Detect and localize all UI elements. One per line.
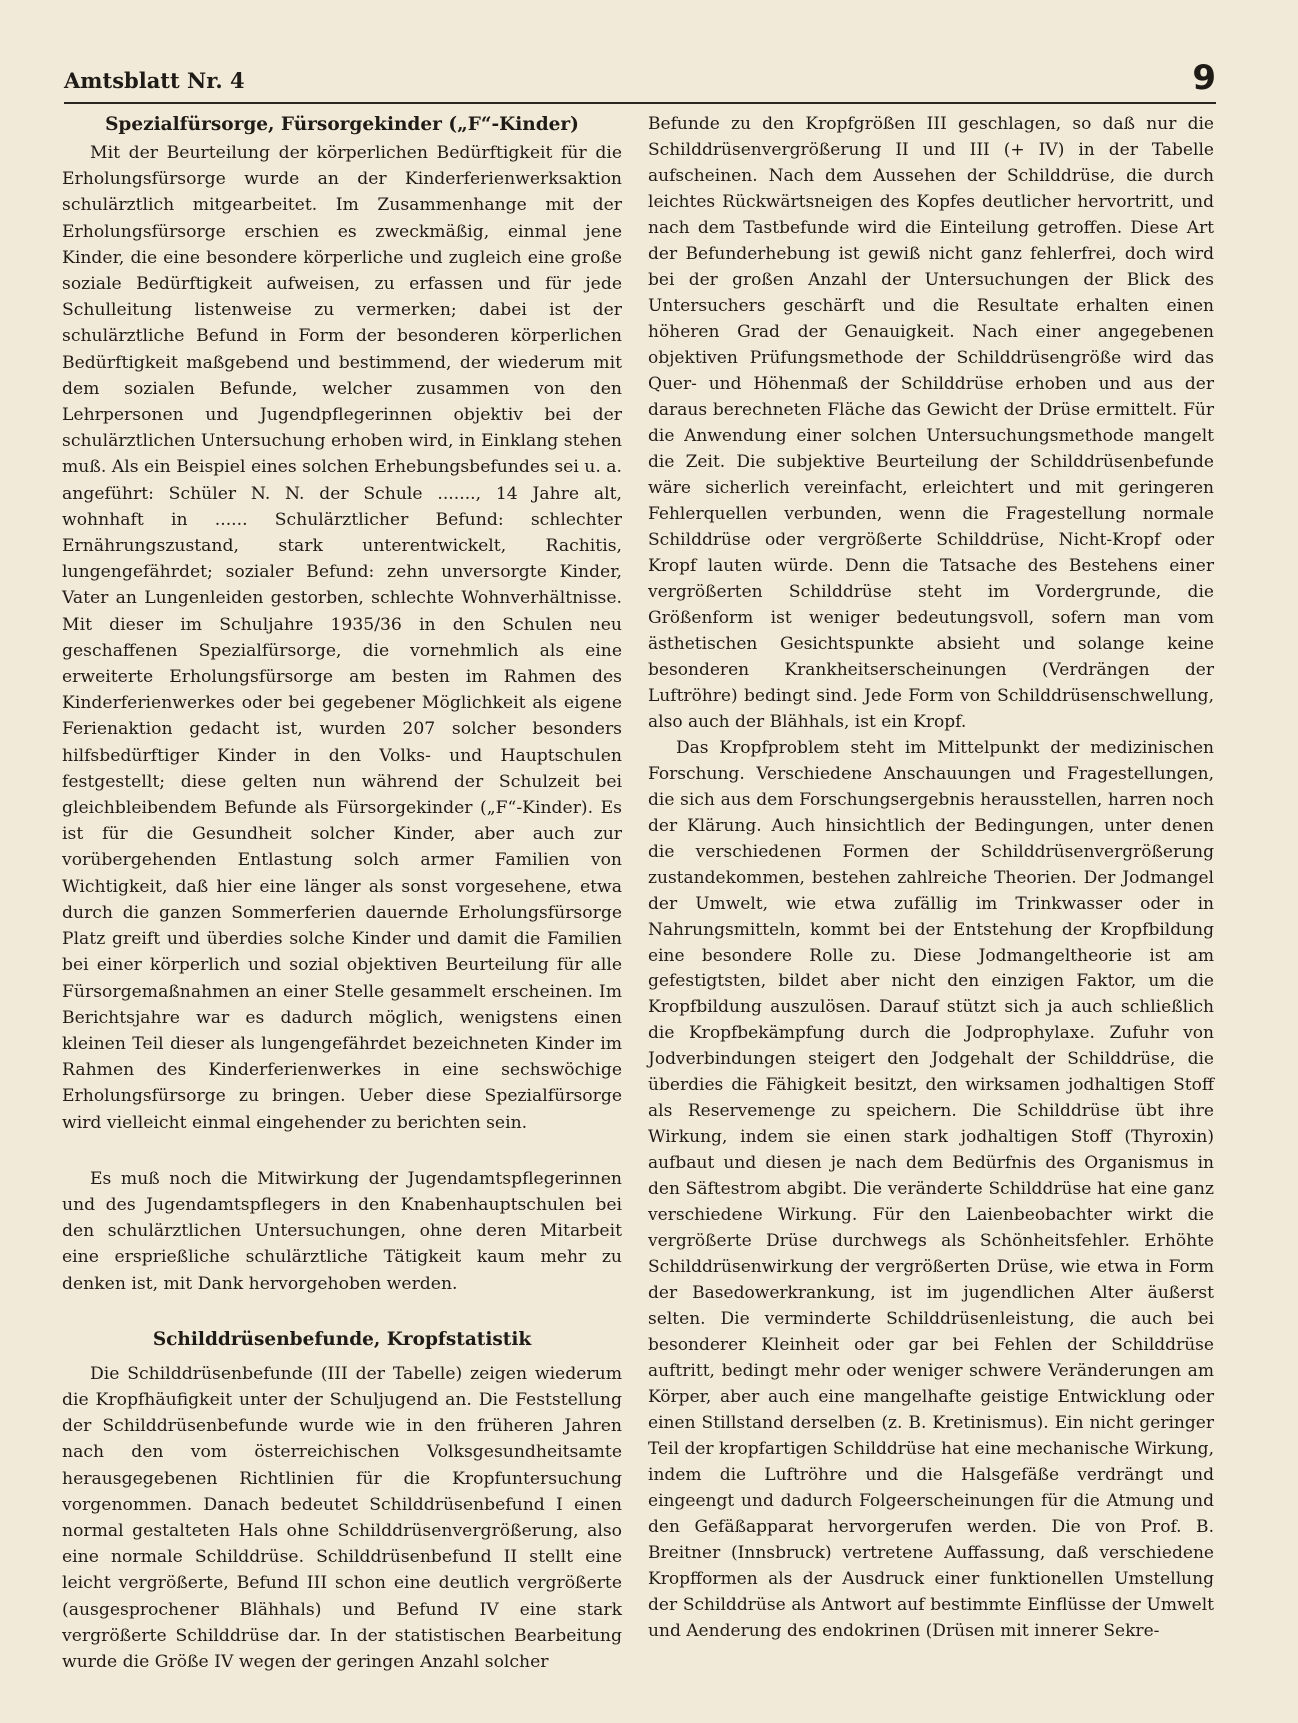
- paragraph-kropfproblem: Das Kropfproblem steht im Mittelpunkt der medizinischen Forschung. Verschiedene Anschauungen und Fragestellungen, die sich aus dem Forschungsergebnis herausstellen, harren noch der Klärung. Auch hinsichtlich der Bedingungen, unter denen die verschiedenen Formen der Schilddrüsenvergrößerung zustandekommen, bestehen zahlreiche Theorien. Der Jodmangel der Umwelt, wie etwa zufällig im Trinkwasser oder in Nahrungsmitteln, kommt bei der Entstehung der Kropfbildung eine besondere Rolle zu. Diese Jodmangeltheorie ist am gefestigtsten, bildet aber nicht den einzigen Faktor, um die Kropfbildung auszulösen. Darauf stützt sich ja auch schließlich die Kropfbekämpfung durch die Jodprophylaxe. Zufuhr von Jodverbindungen steigert den Jodgehalt der Schilddrüse, die überdies die Fähigkeit besitzt, den wirksamen jodhaltigen Stoff als Reservemenge zu speichern. Die Schilddrüse übt ihre Wirkung, indem sie einen stark jodhaltigen Stoff (Thyroxin) aufbaut und diesen je nach dem Bedürfnis des Organismus in den Säftestrom abgibt. Die veränderte Schilddrüse hat eine ganz verschiedene Wirkung. Für den Laienbeobachter wirkt die vergrößerte Drüse durchwegs als Schönheitsfehler. Erhöhte Schilddrüsenwirkung der vergrößerten Drüse, wie etwa in Form der Basedowerkrankung, ist im jugendlichen Alter äußerst selten. Die verminderte Schilddrüsenleistung, die auch bei besonderer Kleinheit oder gar bei Fehlen der Schilddrüse auftritt, bedingt mehr oder weniger schwere Veränderungen am Körper, aber auch eine mangelhafte geistige Entwicklung oder einen Stillstand derselben (z. B. Kretinismus). Ein nicht geringer Teil der kropfartigen Schilddrüse hat eine mechanische Wirkung, indem die Luftröhre und die Halsgefäße verdrängt und eingeengt und dadurch Folgeerscheinungen für die Atmung und den Gefäßapparat hervorgerufen werden. Die von Prof. B. Breitner (Innsbruck) vertretene Auffassung, daß verschiedene Kropfformen als der Ausdruck einer funktionellen Umstellung der Schilddrüse als Antwort auf bestimmte Einflüsse der Umwelt und Aenderung des endokrinen (Drüsen mit innerer Sekre-: [648, 737, 1214, 1642]
- page-number: 9: [1192, 58, 1216, 98]
- section-heading-schilddruesenbefunde: Schilddrüsenbefunde, Kropfstatistik: [152, 1328, 532, 1350]
- publication-title: Amtsblatt Nr. 4: [64, 68, 245, 93]
- running-header: [64, 58, 1216, 104]
- paragraph-continuation-befunde: Befunde zu den Kropfgrößen III geschlagen, so daß nur die Schilddrüsenvergrößerung II und III (+ IV) in der Tabelle aufscheinen. Nach dem Aussehen der Schilddrüse, die durch leichtes Rückwärtsneigen des Kopfes deutlicher hervortritt, und nach dem Tastbefunde wird die Einteilung getroffen. Diese Art der Befunderhebung ist gewiß nicht ganz fehlerfrei, doch wird bei der großen Anzahl der Untersuchungen der Blick des Untersuchers geschärft und die Resultate erhalten einen höheren Grad der Genauigkeit. Nach einer angegebenen objektiven Prüfungsmethode der Schilddrüsengröße wird das Quer- und Höhenmaß der Schilddrüse erhoben und aus der daraus berechneten Fläche das Gewicht der Drüse ermittelt. Für die Anwendung einer solchen Untersuchungsmethode mangelt die Zeit. Die subjektive Beurteilung der Schilddrüsenbefunde wäre sicherlich vereinfacht, erleichtert und mit geringeren Fehlerquellen verbunden, wenn die Fragestellung normale Schilddrüse oder vergrößerte Schilddrüse, Nicht-Kropf oder Kropf lauten würde. Denn die Tatsache des Bestehens einer vergrößerten Schilddrüse steht im Vordergrunde, die Größenform ist weniger bedeutungsvoll, sofern man vom ästhetischen Gesichtspunkte absieht und solange keine besonderen Krankheitserscheinungen (Verdrängen der Luftröhre) bedingt sind. Jede Form von Schilddrüsenschwellung, also auch der Blähhals, ist ein Kropf.: [648, 114, 1214, 732]
- paragraph-spezialfuersorge-1: Mit der Beurteilung der körperlichen Bedürftigkeit für die Erholungsfürsorge wurde an der Kinderferienwerksaktion schulärztlich mitgearbeitet. Im Zusammenhange mit der Erholungsfürsorge erschien es zweckmäßig, einmal jene Kinder, die eine besondere körperliche und zugleich eine große soziale Bedürftigkeit aufweisen, zu erfassen und für jede Schulleitung listenweise zu vermerken; dabei ist der schulärztliche Befund in Form der besonderen körperlichen Bedürftigkeit maßgebend und bestimmend, der wiederum mit dem sozialen Befunde, welcher zusammen von den Lehrpersonen und Jugendpflegerinnen objektiv bei der schulärztlichen Untersuchung erhoben wird, in Einklang stehen muß. Als ein Beispiel eines solchen Erhebungsbefundes sei u. a. angeführt: Schüler N. N. der Schule ......., 14 Jahre alt, wohnhaft in ...... Schulärztlicher Befund: schlechter Ernährungszustand, stark unterentwickelt, Rachitis, lungengefährdet; sozialer Befund: zehn unversorgte Kinder, Vater an Lungenleiden gestorben, schlechte Wohnverhältnisse. Mit dieser im Schuljahre 1935/36 in den Schulen neu geschaffenen Spezialfürsorge, die vornehmlich als eine erweiterte Erholungsfürsorge am besten im Rahmen des Kinderferienwerkes oder bei gegebener Möglichkeit als eigene Ferienaktion gedacht ist, wurden 207 solcher besonders hilfsbedürftiger Kinder in den Volks- und Hauptschulen festgestellt; diese gelten nun während der Schulzeit bei gleichbleibendem Befunde als Fürsorgekinder („F“-Kinder). Es ist für die Gesundheit solcher Kinder, aber auch zur vorübergehenden Entlastung solch armer Familien von Wichtigkeit, daß hier eine länger als sonst vorgesehene, etwa durch die ganzen Sommerferien dauernde Erholungsfürsorge Platz greift und überdies solche Kinder und damit die Familien bei einer körperlich und sozial objektiven Beurteilung für alle Fürsorgemaßnahmen an einer Stelle gesammelt erscheinen. Im Berichtsjahre war es dadurch möglich, wenigstens einen kleinen Teil dieser als lungengefährdet bezeichneten Kinder im Rahmen des Kinderferienwerkes in eine sechswöchige Erholungsfürsorge zu bringen. Ueber diese Spezialfürsorge wird vielleicht einmal eingehender zu berichten sein.: [62, 143, 622, 1133]
- right-column: [648, 112, 1214, 1645]
- paragraph-schilddruesenbefunde-1: Die Schilddrüsenbefunde (III der Tabelle) zeigen wiederum die Kropfhäufigkeit unter der Schuljugend an. Die Feststellung der Schilddrüsenbefunde wurde wie in den früheren Jahren nach den vom österreichischen Volksgesundheitsamte herausgegebenen Richtlinien für die Kropfuntersuchung vorgenommen. Danach bedeutet Schilddrüsenbefund I einen normal gestalteten Hals ohne Schilddrüsenvergrößerung, also eine normale Schilddrüse. Schilddrüsenbefund II stellt eine leicht vergrößerte, Befund III schon eine deutlich vergrößerte (ausgesprochener Blähhals) und Befund IV eine stark vergrößerte Schilddrüse dar. In der statistischen Bearbeitung wurde die Größe IV wegen der geringen Anzahl solcher: [62, 1363, 622, 1672]
- left-column: [62, 112, 622, 1675]
- paragraph-spezialfuersorge-2: Es muß noch die Mitwirkung der Jugendamtspflegerinnen und des Jugendamtspflegers in den Knabenhauptschulen bei den schulärztlichen Untersuchungen, ohne deren Mitarbeit eine ersprießliche schulärztliche Tätigkeit kaum mehr zu denken ist, mit Dank hervorgehoben werden.: [62, 1168, 622, 1294]
- section-heading-spezialfuersorge: Spezialfürsorge, Fürsorgekinder („F“-Kinder): [105, 114, 579, 135]
